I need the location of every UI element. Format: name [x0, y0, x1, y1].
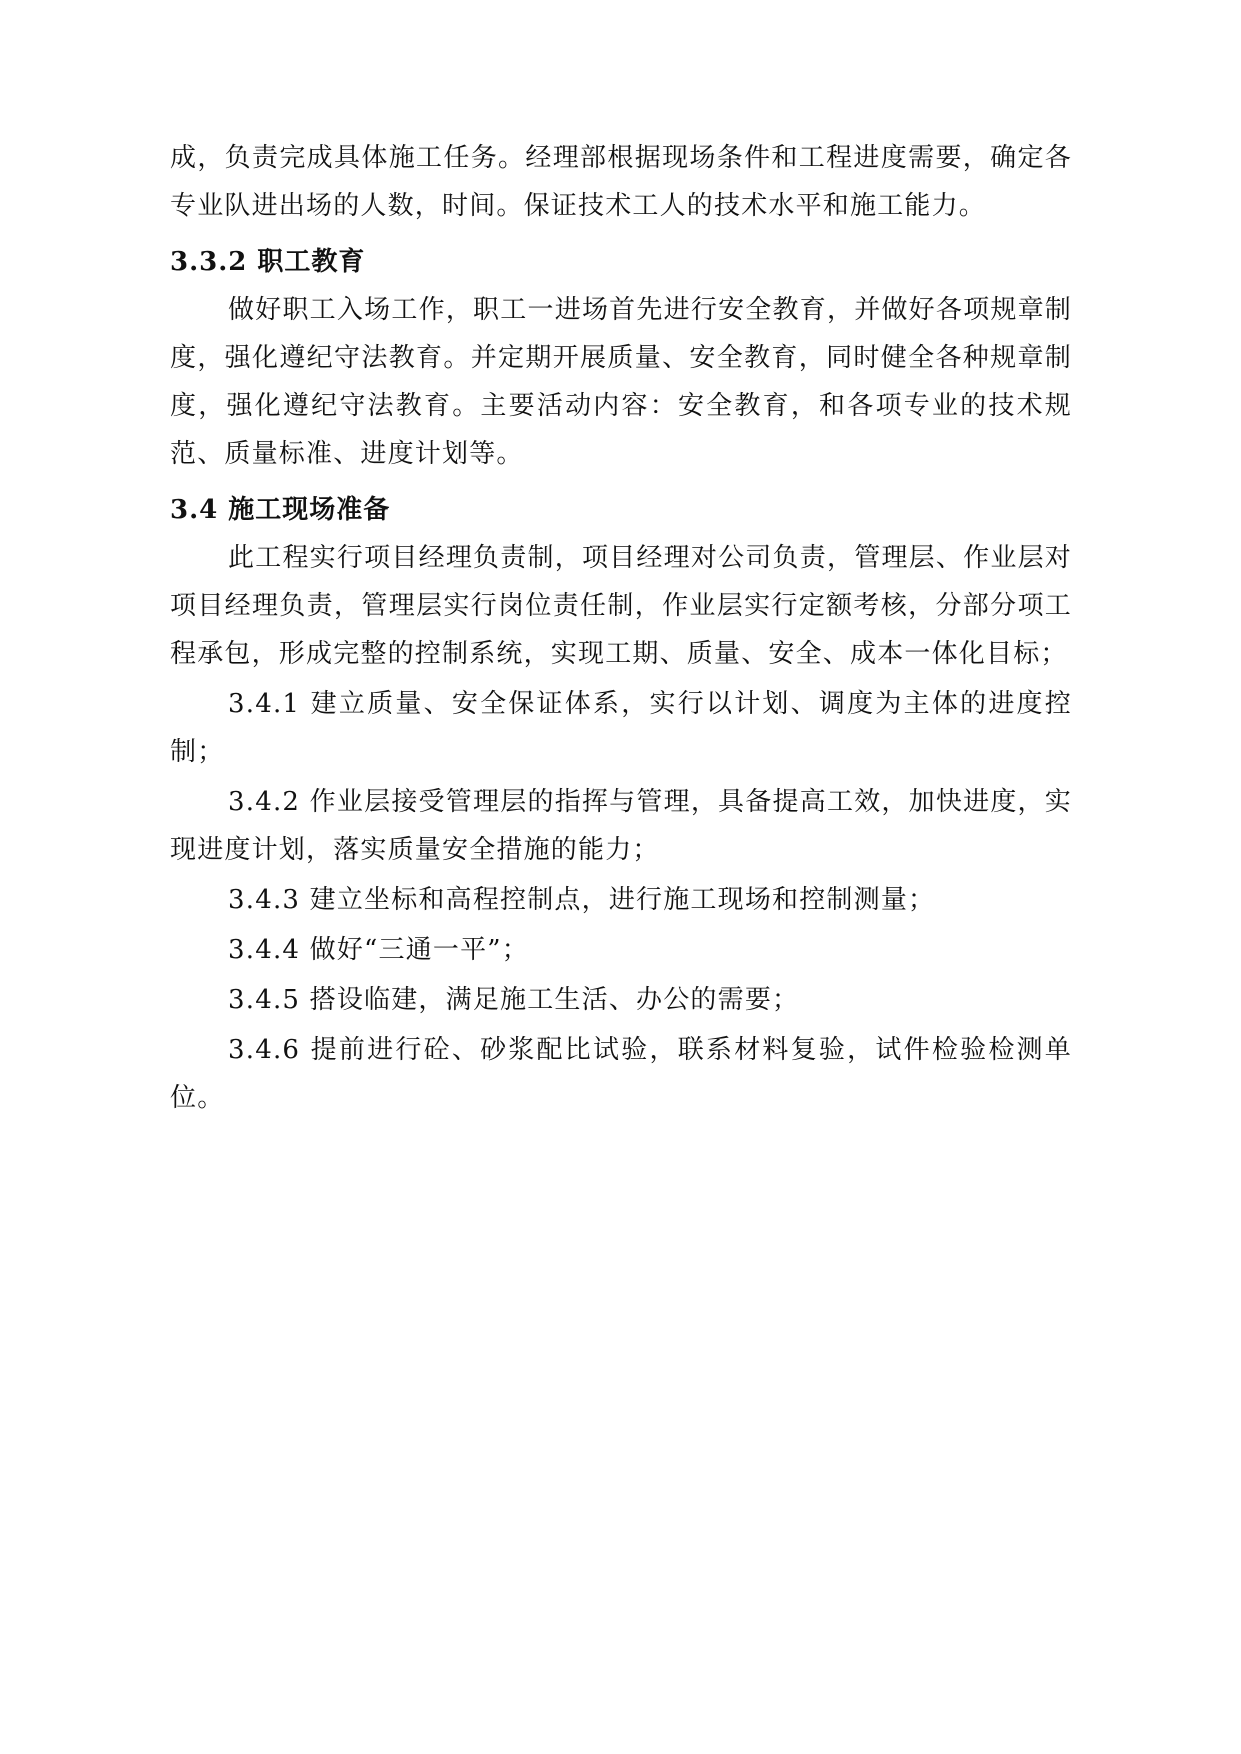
list-item-3-4-5: 3.4.5 搭设临建，满足施工生活、办公的需要；	[228, 985, 800, 1015]
document-page	[170, 134, 1072, 1122]
list-item-3-4-4: 3.4.4 做好“三通一平”；	[228, 935, 530, 965]
paragraph-staff-education: 做好职工入场工作，职工一进场首先进行安全教育，并做好各项规章制度，强化遵纪守法教育。并定期开展质量、安全教育，同时健全各种规章制度，强化遵纪守法教育。主要活动内容：安全教育，和各项专业的技术规范、质量标准、进度计划等。	[170, 295, 1072, 469]
paragraph-site-preparation: 此工程实行项目经理负责制，项目经理对公司负责，管理层、作业层对项目经理负责，管理层实行岗位责任制，作业层实行定额考核，分部分项工程承包，形成完整的控制系统，实现工期、质量、安全、成本一体化目标；	[170, 543, 1072, 669]
intro-paragraph: 成，负责完成具体施工任务。经理部根据现场条件和工程进度需要，确定各专业队进出场的人数，时间。保证技术工人的技术水平和施工能力。	[170, 143, 1072, 221]
list-item-3-4-2: 3.4.2 作业层接受管理层的指挥与管理，具备提高工效，加快进度，实现进度计划，落实质量安全措施的能力；	[170, 787, 1072, 865]
list-item-3-4-3: 3.4.3 建立坐标和高程控制点，进行施工现场和控制测量；	[228, 885, 936, 915]
list-item-3-4-6: 3.4.6 提前进行砼、砂浆配比试验，联系材料复验，试件检验检测单位。	[170, 1035, 1072, 1113]
list-item-3-4-1: 3.4.1 建立质量、安全保证体系，实行以计划、调度为主体的进度控制；	[170, 689, 1072, 767]
section-heading-3-4: 3.4 施工现场准备	[170, 495, 391, 525]
section-heading-3-3-2: 3.3.2 职工教育	[170, 247, 366, 277]
